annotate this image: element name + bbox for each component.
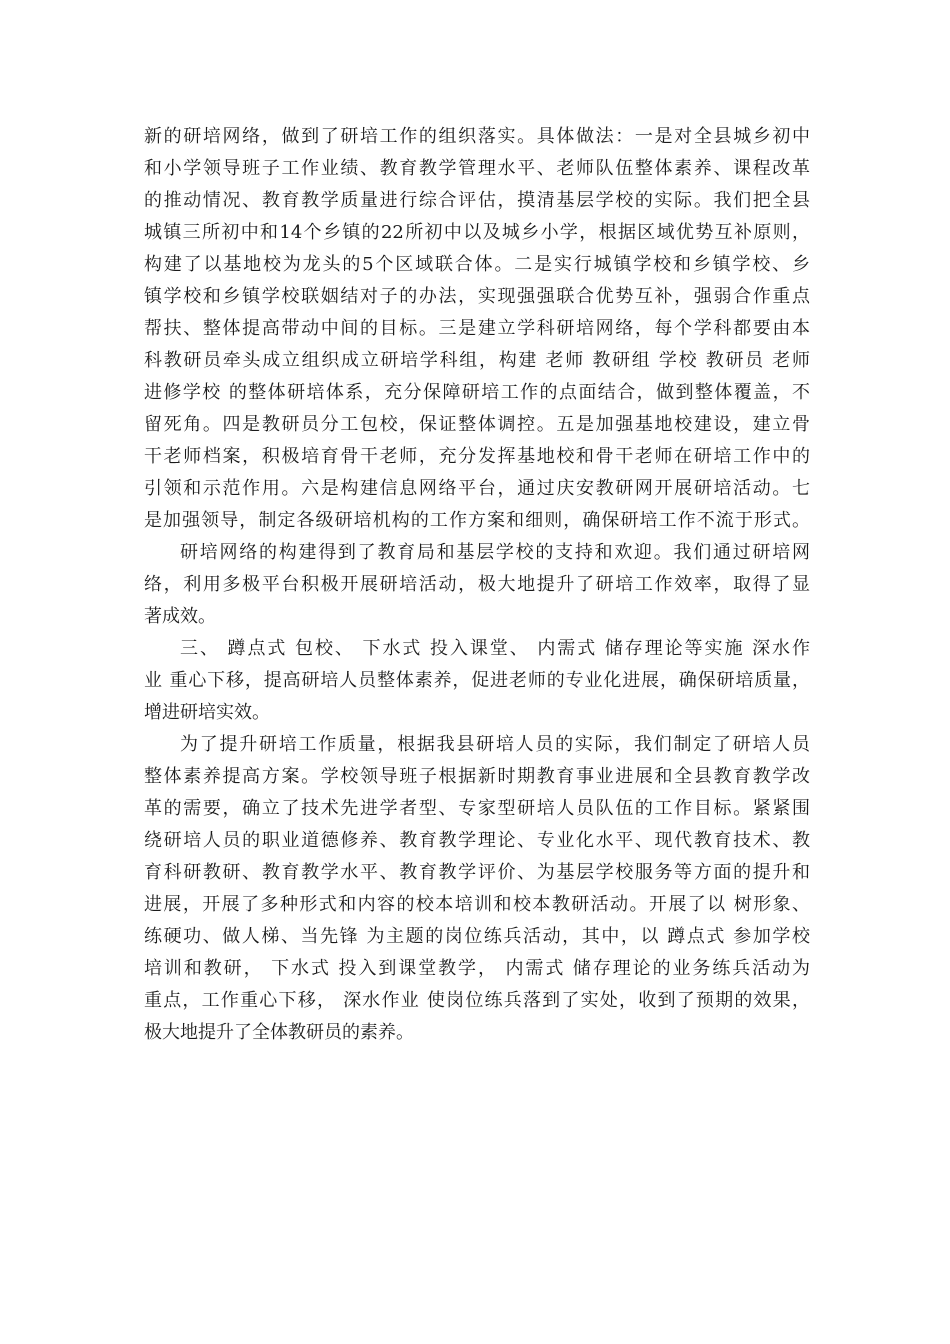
text-line: 干老师档案，积极培育骨干老师，充分发挥基地校和骨干老师在研培工作中的 (144, 446, 810, 467)
text-line: 业 重心下移，提高研培人员整体素养，促进老师的专业化进展，确保研培质量， (144, 670, 810, 691)
text-line: 引领和示范作用。六是构建信息网络平台，通过庆安教研网开展研培活动。七 (144, 478, 810, 499)
text-line: 著成效。 (144, 606, 216, 627)
text-line: 新的研培网络，做到了研培工作的组织落实。具体做法：一是对全县城乡初中 (144, 126, 810, 147)
text-line: 镇学校和乡镇学校联姻结对子的办法，实现强强联合优势互补，强弱合作重点 (144, 286, 810, 307)
text-line: 帮扶、整体提高带动中间的目标。三是建立学科研培网络，每个学科都要由本 (144, 318, 810, 339)
text-line: 构建了以基地校为龙头的5个区域联合体。二是实行城镇学校和乡镇学校、乡 (144, 254, 810, 275)
document-body (144, 121, 810, 1049)
text-line: 为了提升研培工作质量，根据我县研培人员的实际，我们制定了研培人员 (180, 734, 810, 755)
text-line: 研培网络的构建得到了教育局和基层学校的支持和欢迎。我们通过研培网 (180, 542, 810, 563)
text-line: 整体素养提高方案。学校领导班子根据新时期教育事业进展和全县教育教学改 (144, 766, 810, 787)
text-line: 留死角。四是教研员分工包校，保证整体调控。五是加强基地校建设，建立骨 (144, 414, 810, 435)
text-line: 的推动情况、教育教学质量进行综合评估，摸清基层学校的实际。我们把全县 (144, 190, 810, 211)
text-line: 进修学校 的整体研培体系，充分保障研培工作的点面结合，做到整体覆盖，不 (144, 382, 810, 403)
paragraph-1 (144, 121, 810, 537)
text-line: 育科研教研、教育教学水平、教育教学评价、为基层学校服务等方面的提升和 (144, 862, 810, 883)
text-line: 绕研培人员的职业道德修养、教育教学理论、专业化水平、现代教育技术、教 (144, 830, 810, 851)
paragraph-4 (144, 729, 810, 1049)
text-line: 重点，工作重心下移， 深水作业 使岗位练兵落到了实处，收到了预期的效果， (144, 990, 810, 1011)
text-line: 和小学领导班子工作业绩、教育教学管理水平、老师队伍整体素养、课程改革 (144, 158, 810, 179)
text-line: 极大地提升了全体教研员的素养。 (144, 1022, 414, 1043)
paragraph-2 (144, 537, 810, 633)
text-line: 科教研员牵头成立组织成立研培学科组，构建 老师 教研组 学校 教研员 老师 (144, 350, 810, 371)
text-line: 是加强领导，制定各级研培机构的工作方案和细则，确保研培工作不流于形式。 (144, 510, 810, 531)
text-line: 进展，开展了多种形式和内容的校本培训和校本教研活动。开展了以 树形象、 (144, 894, 810, 915)
text-line: 络，利用多极平台积极开展研培活动，极大地提升了研培工作效率，取得了显 (144, 574, 810, 595)
text-line: 城镇三所初中和14个乡镇的22所初中以及城乡小学，根据区域优势互补原则， (144, 222, 810, 243)
text-line: 三、 蹲点式 包校、 下水式 投入课堂、 内需式 储存理论等实施 深水作 (180, 638, 810, 659)
text-line: 练硬功、做人梯、当先锋 为主题的岗位练兵活动，其中，以 蹲点式 参加学校 (144, 926, 810, 947)
text-line: 增进研培实效。 (144, 702, 270, 723)
text-line: 革的需要，确立了技术先进学者型、专家型研培人员队伍的工作目标。紧紧围 (144, 798, 810, 819)
text-line: 培训和教研， 下水式 投入到课堂教学， 内需式 储存理论的业务练兵活动为 (144, 958, 810, 979)
section-heading-3 (144, 633, 810, 729)
